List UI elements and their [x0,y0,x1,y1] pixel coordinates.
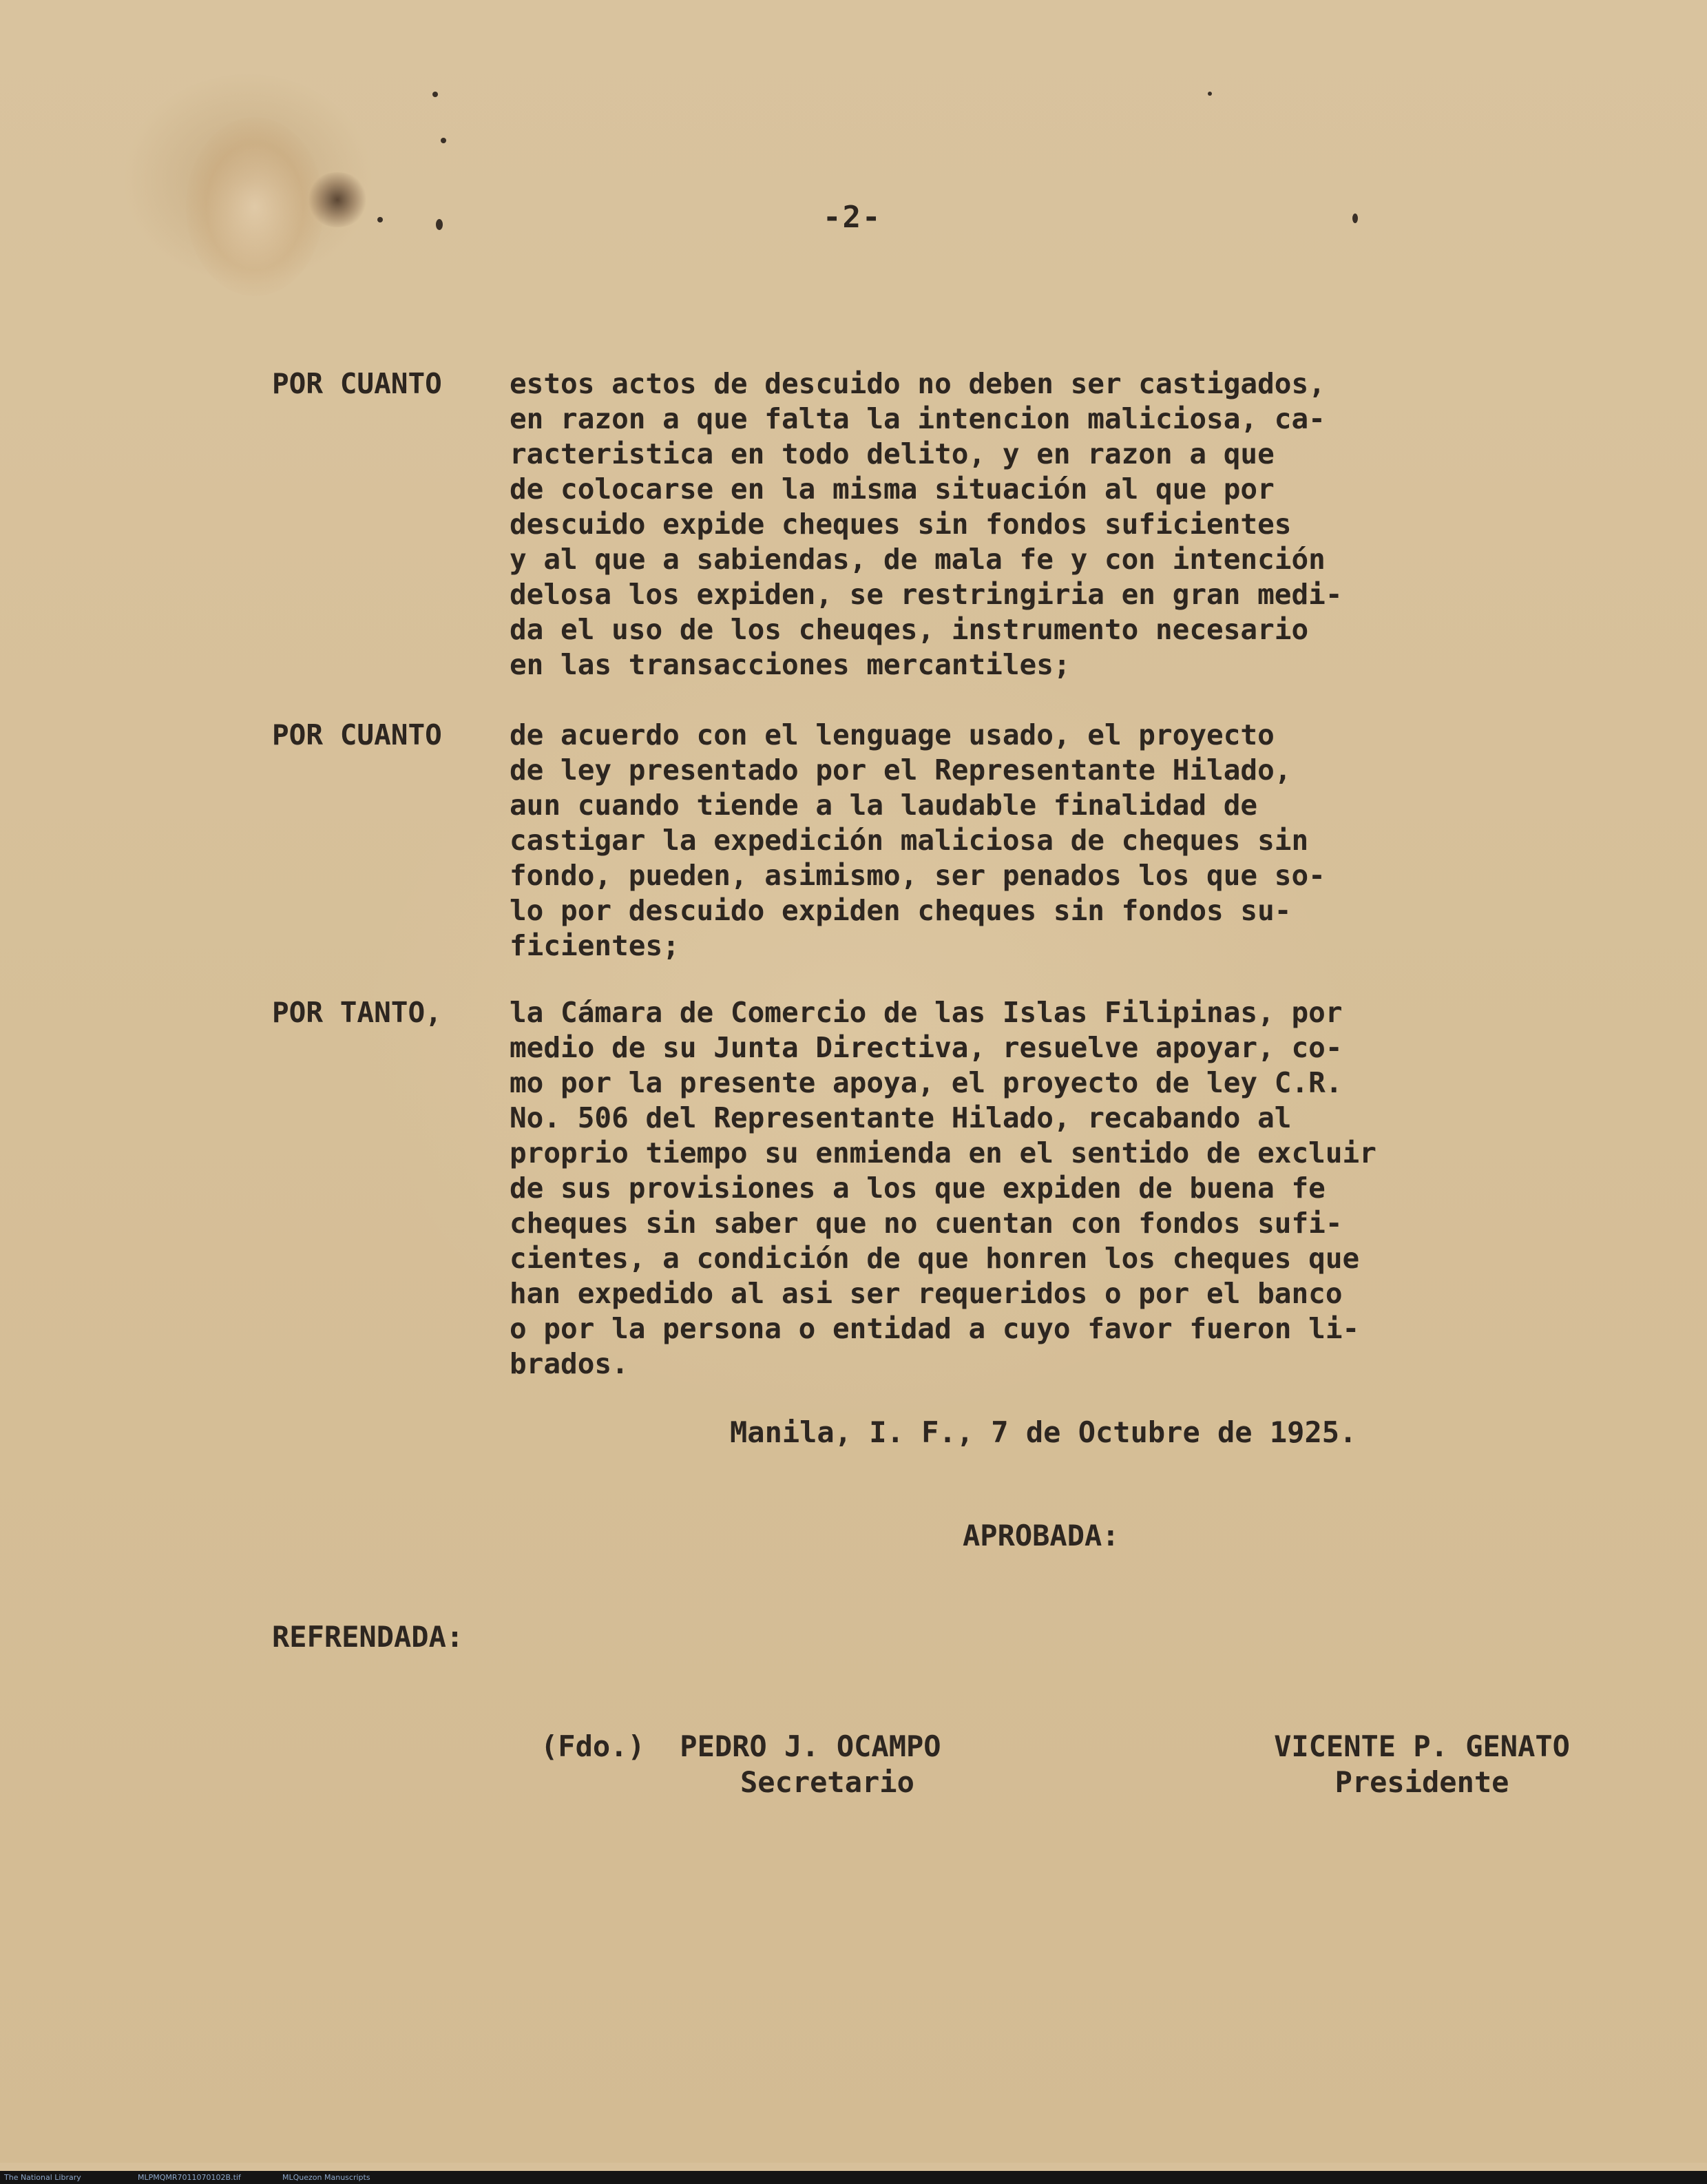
ink-speck [436,219,443,230]
clause-line: de sus provisiones a los que expiden de buena fe [510,1172,1326,1205]
clause-line: estos actos de descuido no deben ser castigados, [510,367,1326,400]
clause-line: cheques sin saber que no cuentan con fondos sufi- [510,1207,1343,1240]
countersigned-heading: REFRENDADA: [272,1620,464,1654]
clause-line: de acuerdo con el lenguage usado, el proyecto [510,718,1275,751]
president-title: Presidente [1334,1765,1509,1799]
ink-speck [1208,92,1212,96]
clause-line: delosa los expiden, se restringiria en gran medi- [510,578,1343,611]
clause-line: en razon a que falta la intencion maliciosa, ca- [510,402,1326,435]
clause-line: brados. [510,1347,629,1380]
clause-line: proprio tiempo su enmienda en el sentido de excluir [510,1136,1376,1169]
clause-body [510,718,1615,964]
secretary-title: Secretario [740,1765,914,1799]
ink-speck [432,92,438,97]
clause-por-cuanto-2 [272,718,1615,964]
paper-stain [186,117,324,296]
clause-line: mo por la presente apoya, el proyecto de ley C.R. [510,1066,1343,1099]
approved-heading: APROBADA: [963,1519,1120,1552]
clause-line: o por la persona o entidad a cuyo favor fueron li- [510,1312,1360,1345]
clause-line: No. 506 del Representante Hilado, recabando al [510,1101,1292,1134]
clause-line: descuido expide cheques sin fondos suficientes [510,508,1292,541]
president-signature-block [1236,1729,1608,1800]
ink-speck [377,217,383,222]
clause-line: castigar la expedición maliciosa de cheques sin [510,824,1309,857]
clause-line: lo por descuido expiden cheques sin fondos su- [510,894,1292,927]
clause-label: POR CUANTO [272,367,442,400]
clause-line: da el uso de los cheuqes, instrumento necesario [510,613,1309,646]
footer-collection: MLQuezon Manuscripts [282,2173,370,2182]
scan-footer-bar [0,2171,1707,2184]
clause-line: medio de su Junta Directiva, resuelve apoyar, co- [510,1031,1343,1064]
clause-line: en las transacciones mercantiles; [510,648,1071,681]
clause-line: la Cámara de Comercio de las Islas Filipinas, por [510,996,1343,1029]
dateline: Manila, I. F., 7 de Octubre de 1925. [730,1415,1357,1449]
clause-body [510,995,1615,1382]
clause-por-tanto [272,995,1615,1382]
president-name: VICENTE P. GENATO [1274,1729,1570,1763]
clause-line: aun cuando tiende a la laudable finalidad de [510,789,1258,822]
clause-line: han expedido al asi ser requeridos o por el banco [510,1277,1343,1310]
clause-line: fondo, pueden, asimismo, ser penados los que so- [510,859,1326,892]
footer-library: The National Library [4,2173,81,2182]
clause-label: POR TANTO, [272,996,442,1029]
clause-line: racteristica en todo delito, y en razon a que [510,437,1275,470]
clause-body [510,366,1615,683]
ink-speck [1352,214,1358,223]
clause-line: cientes, a condición de que honren los cheques que [510,1242,1360,1275]
clause-line: ficientes; [510,929,680,962]
ink-blot [306,172,368,227]
secretary-name: (Fdo.) PEDRO J. OCAMPO [541,1729,941,1763]
clause-line: de ley presentado por el Representante Hilado, [510,753,1292,787]
clause-line: de colocarse en la misma situación al que por [510,472,1275,506]
ink-speck [441,138,446,143]
page-number: -2- [823,200,882,235]
clause-label: POR CUANTO [272,718,442,751]
clause-por-cuanto-1 [272,366,1615,683]
footer-file: MLPMQMR7011070102B.tif [138,2173,241,2182]
secretary-signature-block [541,1729,941,1800]
clause-line: y al que a sabiendas, de mala fe y con intención [510,543,1326,576]
